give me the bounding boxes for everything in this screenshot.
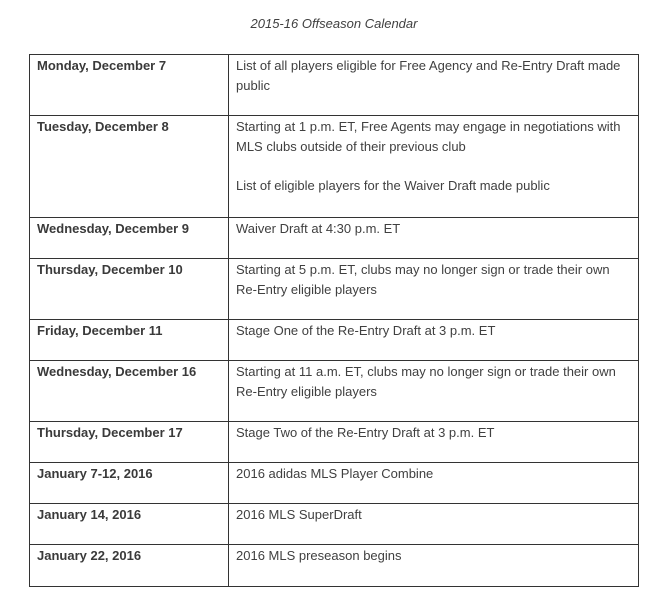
date-cell: Tuesday, December 8	[30, 116, 229, 218]
event-cell	[229, 463, 639, 504]
event-text: Waiver Draft at 4:30 p.m. ET	[236, 221, 401, 236]
table-row	[30, 545, 639, 587]
table-row	[30, 504, 639, 545]
date-cell: Thursday, December 10	[30, 259, 229, 320]
date-cell: Thursday, December 17	[30, 422, 229, 463]
event-cell	[229, 116, 639, 218]
event-text: Starting at 11 a.m. ET, clubs may no longer sign or trade their own Re-Entry eligible players	[236, 364, 616, 399]
event-text: Stage Two of the Re-Entry Draft at 3 p.m. ET	[236, 425, 495, 440]
event-text: 2016 adidas MLS Player Combine	[236, 466, 434, 481]
table-row	[30, 320, 639, 361]
event-text: List of eligible players for the Waiver Draft made public	[236, 178, 550, 193]
date-cell: January 7-12, 2016	[30, 463, 229, 504]
date-cell: Friday, December 11	[30, 320, 229, 361]
event-cell	[229, 218, 639, 259]
event-cell	[229, 504, 639, 545]
table-row	[30, 259, 639, 320]
event-cell	[229, 55, 639, 116]
event-cell	[229, 545, 639, 587]
table-row	[30, 55, 639, 116]
event-cell	[229, 361, 639, 422]
event-text: 2016 MLS preseason begins	[236, 548, 402, 563]
page-title: 2015-16 Offseason Calendar	[250, 16, 418, 31]
offseason-calendar-table	[29, 54, 639, 587]
event-text: List of all players eligible for Free Agency and Re-Entry Draft made public	[236, 58, 621, 93]
date-cell: January 14, 2016	[30, 504, 229, 545]
event-cell	[229, 422, 639, 463]
event-text: Starting at 5 p.m. ET, clubs may no longer sign or trade their own Re-Entry eligible players	[236, 262, 610, 297]
event-text: Stage One of the Re-Entry Draft at 3 p.m. ET	[236, 323, 496, 338]
table-row	[30, 463, 639, 504]
event-text: 2016 MLS SuperDraft	[236, 507, 362, 522]
table-row	[30, 116, 639, 218]
date-cell: Monday, December 7	[30, 55, 229, 116]
event-cell	[229, 259, 639, 320]
table-row	[30, 422, 639, 463]
date-cell: January 22, 2016	[30, 545, 229, 587]
event-cell	[229, 320, 639, 361]
table-row	[30, 361, 639, 422]
table-row	[30, 218, 639, 259]
event-text: Starting at 1 p.m. ET, Free Agents may engage in negotiations with MLS clubs outside of their previous club	[236, 119, 621, 154]
date-cell: Wednesday, December 9	[30, 218, 229, 259]
date-cell: Wednesday, December 16	[30, 361, 229, 422]
